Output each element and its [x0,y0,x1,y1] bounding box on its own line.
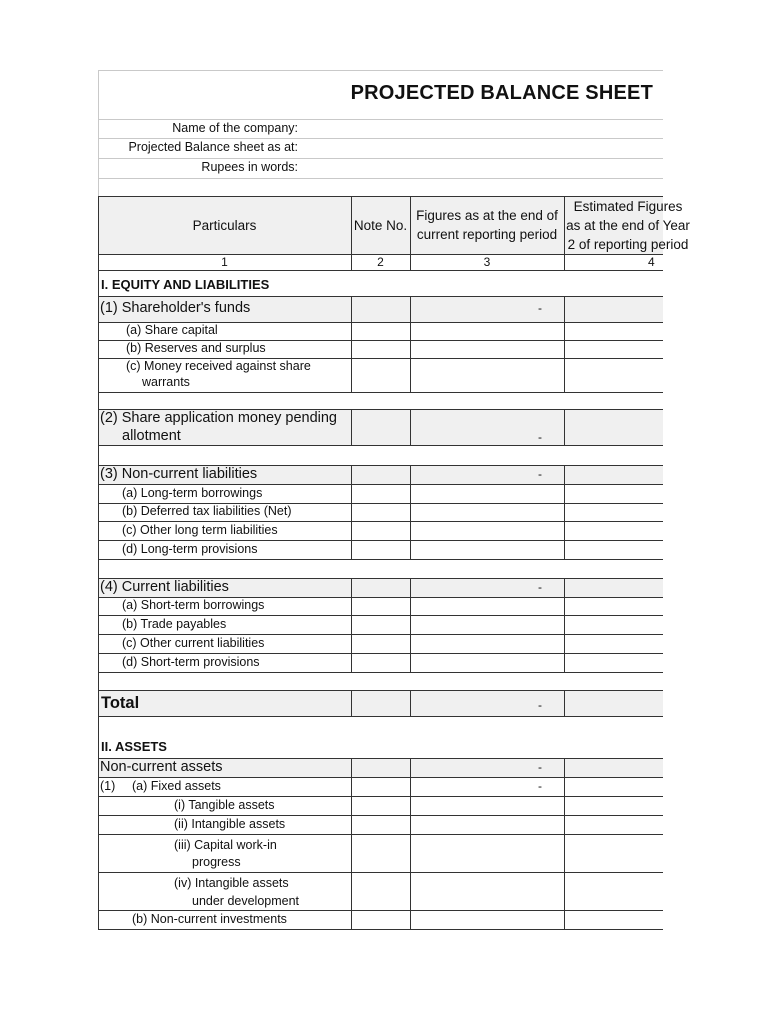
gridline [98,929,663,930]
row-intangible-assets: (ii) Intangible assets [174,817,286,831]
col-number-1: 1 [221,255,228,269]
value-dash: - [538,580,542,594]
gridline [98,540,663,541]
row-share-application-line1: (2) Share application money pending [100,410,337,426]
gridline [98,119,663,120]
gridline [98,872,663,873]
gridline [98,392,663,393]
col-separator [410,690,411,716]
col-header-particulars: Particulars [192,217,257,233]
col-header-estimated-figures: Estimated Figures as at the end of Year 2 of reporting period [566,198,690,252]
col-separator [351,690,352,716]
row-intangible-under-dev-line1: (iv) Intangible assets [174,876,289,890]
gridline [98,270,663,271]
row-money-received-line2: warrants [142,375,190,389]
col-header-current-figures: Figures as at the end of current reporting period [416,208,558,242]
row-intangible-under-dev-line2: under development [192,894,300,908]
col-separator [351,465,352,559]
row-money-received-line1: (c) Money received against share [126,359,311,373]
row-fixed-assets: (a) Fixed assets [132,779,221,793]
col-separator [564,196,565,270]
gridline [98,634,663,635]
col-separator [564,690,565,716]
gridline [98,445,663,446]
company-name-label: Name of the company: [172,121,298,135]
gridline [98,672,663,673]
balance-date-label: Projected Balance sheet as at: [128,140,298,154]
row-long-term-borrowings: (a) Long-term borrowings [122,486,263,500]
gridline [98,158,663,159]
left-border-dark [98,196,99,930]
gridline [98,521,663,522]
gridline [98,138,663,139]
row-noncurrent-investments: (b) Non-current investments [132,912,287,926]
row-long-term-provisions: (d) Long-term provisions [122,542,258,556]
col-separator [351,578,352,672]
gridline [98,559,663,560]
row-share-capital: (a) Share capital [126,323,218,337]
col-separator [410,465,411,559]
col-separator [351,409,352,445]
section-equity-liabilities: I. EQUITY AND LIABILITIES [101,277,270,292]
row-noncurrent-assets: Non-current assets [100,759,223,775]
total-row-fill [98,690,663,716]
row-noncurrent-liabilities: (3) Non-current liabilities [100,466,258,482]
row-short-term-provisions: (d) Short-term provisions [122,655,260,669]
col-number-3: 3 [483,255,491,269]
gridline [98,296,663,297]
row-tangible-assets: (i) Tangible assets [174,798,275,812]
section-assets: II. ASSETS [101,739,167,754]
col-separator [351,758,352,930]
col-separator [410,409,411,445]
row-capital-wip-line1: (iii) Capital work-in [174,838,277,852]
row-trade-payables: (b) Trade payables [122,617,227,631]
col-separator [351,296,352,392]
gridline [98,615,663,616]
col-separator [564,296,565,392]
gridline [98,796,663,797]
gridline [98,834,663,835]
row-other-long-term-liabilities: (c) Other long term liabilities [122,523,278,537]
value-dash: - [538,760,542,774]
col-number-4: 4 [648,255,655,269]
page-title: PROJECTED BALANCE SHEET [350,82,653,104]
row-other-current-liabilities: (c) Other current liabilities [122,636,265,650]
col-separator [564,578,565,672]
col-separator [410,578,411,672]
row-fixed-assets-number: (1) [100,779,116,793]
col-header-note-no: Note No. [353,217,408,233]
value-dash: - [538,698,542,712]
row-short-term-borrowings: (a) Short-term borrowings [122,598,265,612]
row-share-application-line2: allotment [122,428,181,444]
row-shareholders-funds: (1) Shareholder's funds [100,300,251,316]
gridline [98,910,663,911]
value-dash: - [538,779,542,793]
gridline [98,70,663,71]
value-dash: - [538,467,542,481]
value-dash: - [538,430,542,444]
col-separator [564,409,565,445]
col-separator [410,758,411,930]
gridline [98,777,663,778]
col-number-2: 2 [377,255,384,269]
row-total: Total [101,694,140,712]
row-current-liabilities: (4) Current liabilities [100,579,229,595]
col-separator [410,296,411,392]
value-dash: - [538,301,542,315]
row-deferred-tax: (b) Deferred tax liabilities (Net) [122,504,292,518]
balance-sheet [98,70,690,930]
gridline [98,815,663,816]
row-reserves-surplus: (b) Reserves and surplus [126,341,266,355]
gridline [98,690,663,691]
col-separator [564,758,565,930]
gridline [98,653,663,654]
gridline [98,484,663,485]
row-capital-wip-line2: progress [192,855,241,869]
gridline [98,716,663,717]
col-separator [564,465,565,559]
rupees-in-words-label: Rupees in words: [201,160,298,174]
gridline [98,178,663,179]
